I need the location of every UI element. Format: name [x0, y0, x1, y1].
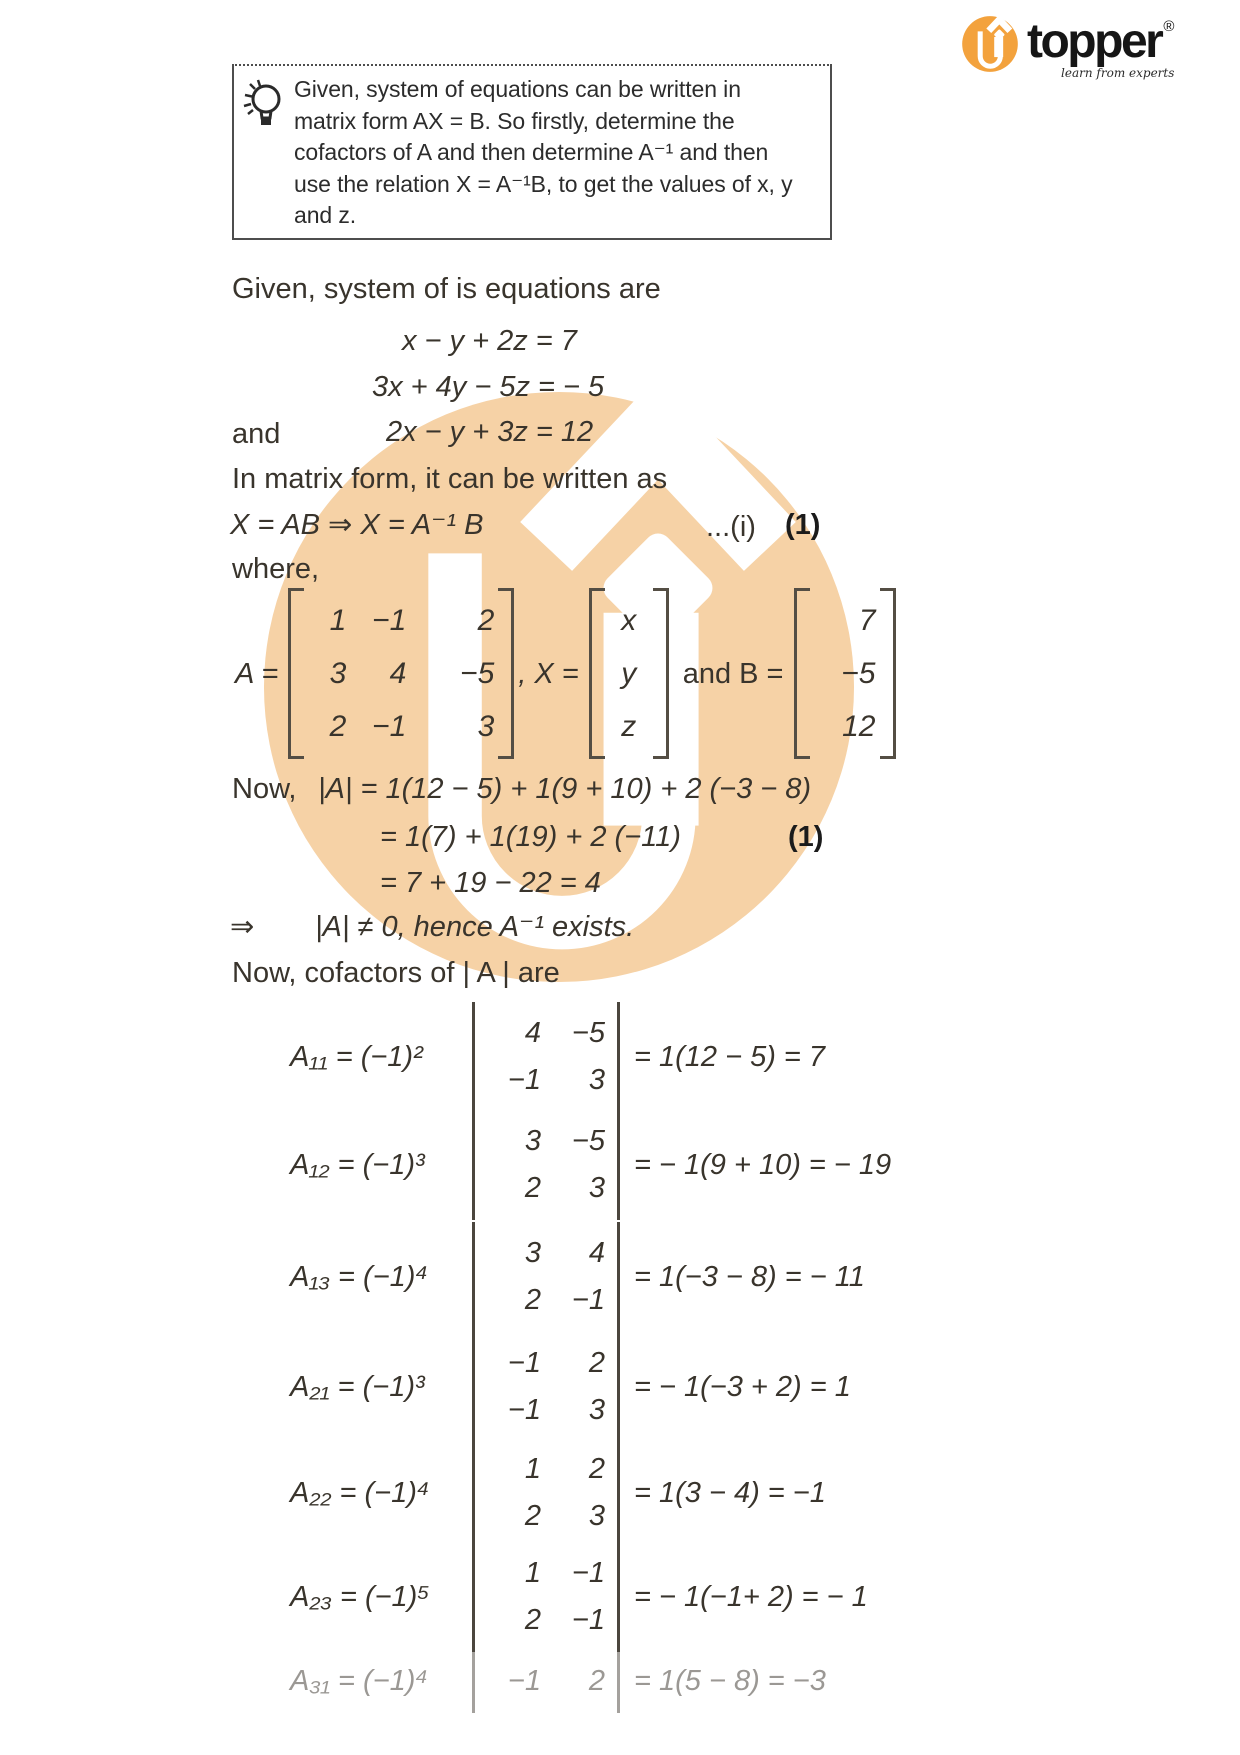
hint-box — [232, 64, 832, 240]
det-line-2: = 1(7) + 1(19) + 2 (−11) — [380, 821, 681, 853]
cofactor-row-a31-partial — [290, 1650, 826, 1713]
cofactor-row-a21 — [290, 1332, 851, 1442]
cofactor-label: A₂₂ = (−1)⁴ — [290, 1476, 430, 1509]
det-cell: 2 — [588, 1347, 605, 1379]
matrix-cell: 2 — [329, 710, 347, 743]
matrix-cell: −1 — [372, 604, 407, 637]
cofactor-row-a23 — [290, 1542, 868, 1652]
utopper-logo-icon — [962, 16, 1018, 72]
equation-2: 3x + 4y − 5z = − 5 — [372, 371, 605, 403]
cofactor-row-a22 — [290, 1438, 826, 1548]
matrix-b-label: and B = — [682, 657, 784, 690]
matrix-cell: −1 — [372, 710, 407, 743]
matrix-b — [794, 588, 896, 759]
matrix-cell: y — [621, 657, 637, 690]
relation-equation: X = AB ⇒ X = A⁻¹ B — [230, 509, 484, 541]
matrix-cell: 1 — [329, 604, 347, 637]
det-cell: 4 — [588, 1237, 605, 1269]
bracket-right — [880, 588, 896, 759]
det-cell: −1 — [507, 1064, 541, 1096]
det-cell: 4 — [524, 1017, 541, 1049]
cofactor-label: A₁₂ = (−1)³ — [290, 1148, 425, 1181]
lightbulb-icon — [242, 78, 286, 138]
where-label: where, — [232, 553, 320, 585]
matrix-cell: x — [621, 604, 637, 637]
matrix-cell: z — [621, 710, 637, 743]
det-cell: 3 — [524, 1237, 541, 1269]
determinant-2x2 — [472, 1332, 620, 1442]
marks-annotation: (1) — [785, 509, 821, 541]
matrix-cell: −5 — [460, 657, 495, 690]
det-cell: −1 — [507, 1347, 541, 1379]
hint-line: and z. — [294, 202, 357, 228]
determinant-2x2 — [472, 1110, 620, 1220]
det-cell: −1 — [571, 1557, 605, 1589]
det-cell: 1 — [524, 1453, 541, 1485]
determinant-2x2 — [472, 1222, 620, 1332]
det-cell: 2 — [588, 1453, 605, 1485]
matrix-a-label: A = — [235, 657, 279, 690]
matrix-x — [589, 588, 669, 759]
cofactor-result: = − 1(−3 + 2) = 1 — [634, 1370, 851, 1403]
hint-icon-column — [242, 74, 286, 232]
cofactor-row-a11 — [290, 1002, 825, 1112]
topper-logo — [962, 16, 1174, 80]
implies-symbol: ⇒ — [230, 911, 255, 943]
marks-annotation: (1) — [788, 821, 824, 853]
cofactor-label: A₂₁ = (−1)³ — [290, 1370, 425, 1403]
cofactor-result: = − 1(9 + 10) = − 19 — [634, 1148, 892, 1181]
matrix-form-statement: In matrix form, it can be written as — [232, 463, 668, 495]
registered-mark: ® — [1163, 18, 1175, 35]
brand-name: topper — [1027, 15, 1162, 68]
det-cell: 3 — [588, 1500, 605, 1532]
det-cell: 1 — [524, 1557, 541, 1589]
cofactor-label: A₂₃ = (−1)⁵ — [290, 1580, 430, 1613]
cofactor-result: = 1(12 − 5) = 7 — [634, 1040, 826, 1073]
det-cell: −1 — [571, 1604, 605, 1636]
bracket-left — [288, 588, 304, 759]
det-cell: 3 — [588, 1394, 605, 1426]
det-cell: 2 — [524, 1500, 541, 1532]
and-label: and — [232, 418, 281, 450]
inverse-exists-statement: |A| ≠ 0, hence A⁻¹ exists. — [315, 911, 635, 943]
cofactor-result: = 1(3 − 4) = −1 — [634, 1476, 826, 1509]
determinant-2x2 — [472, 1542, 620, 1652]
hint-line: Given, system of equations can be written in — [294, 76, 741, 102]
bracket-right — [653, 588, 669, 759]
now-label: Now, — [232, 773, 297, 805]
hint-line: cofactors of A and then determine A⁻¹ and then — [294, 139, 769, 165]
det-cell: −5 — [571, 1125, 605, 1157]
cofactor-label: A₁₃ = (−1)⁴ — [290, 1260, 428, 1293]
given-statement: Given, system of is equations are — [232, 273, 661, 305]
matrix-cell: −5 — [841, 657, 876, 690]
hint-line: matrix form AX = B. So firstly, determine the — [294, 107, 735, 134]
cofactor-row-a12 — [290, 1110, 891, 1220]
matrix-cell: 4 — [389, 657, 407, 690]
hint-text — [294, 74, 793, 232]
cofactor-result: = 1(−3 − 8) = − 11 — [634, 1260, 865, 1293]
cofactor-result: = − 1(−1+ 2) = − 1 — [634, 1580, 868, 1613]
matrix-cell: 2 — [477, 604, 495, 637]
cofactors-heading: Now, cofactors of | A | are — [232, 957, 560, 989]
bracket-left — [794, 588, 810, 759]
matrix-x-label: , X = — [518, 657, 579, 690]
matrix-a — [288, 588, 514, 759]
bracket-right — [498, 588, 514, 759]
cofactor-row-a13 — [290, 1222, 865, 1332]
det-cell: −1 — [507, 1394, 541, 1426]
matrix-cell: 12 — [842, 710, 876, 743]
det-cell: 3 — [588, 1172, 605, 1204]
det-cell: −1 — [507, 1665, 541, 1697]
brand-tagline: learn from experts — [1061, 66, 1175, 80]
det-line-3: = 7 + 19 − 22 = 4 — [380, 867, 601, 899]
det-line-1: |A| = 1(12 − 5) + 1(9 + 10) + 2 (−3 − 8) — [318, 773, 812, 805]
equation-reference: ...(i) — [706, 511, 756, 543]
det-cell: 3 — [588, 1064, 605, 1096]
det-cell: −1 — [571, 1284, 605, 1316]
determinant-2x2 — [472, 1438, 620, 1548]
determinant-2x2 — [472, 1002, 620, 1112]
cofactor-result: = 1(5 − 8) = −3 — [634, 1665, 826, 1697]
cofactor-label: A₁₁ = (−1)² — [290, 1040, 423, 1073]
matrices-row — [235, 588, 896, 759]
equation-1: x − y + 2z = 7 — [402, 325, 577, 357]
det-cell: 3 — [524, 1125, 541, 1157]
det-cell: 2 — [524, 1284, 541, 1316]
matrix-cell: 3 — [477, 710, 495, 743]
det-cell: 2 — [524, 1172, 541, 1204]
matrix-cell: 3 — [329, 657, 347, 690]
equation-3: 2x − y + 3z = 12 — [386, 416, 594, 448]
det-cell: 2 — [524, 1604, 541, 1636]
bracket-left — [589, 588, 605, 759]
cofactor-label: A₃₁ = (−1)⁴ — [290, 1665, 428, 1697]
determinant-2x2 — [472, 1650, 620, 1713]
det-cell: −5 — [571, 1017, 605, 1049]
hint-line: use the relation X = A⁻¹B, to get the values of x, y — [294, 170, 793, 197]
matrix-cell: 7 — [858, 604, 876, 637]
det-cell: 2 — [588, 1665, 605, 1697]
